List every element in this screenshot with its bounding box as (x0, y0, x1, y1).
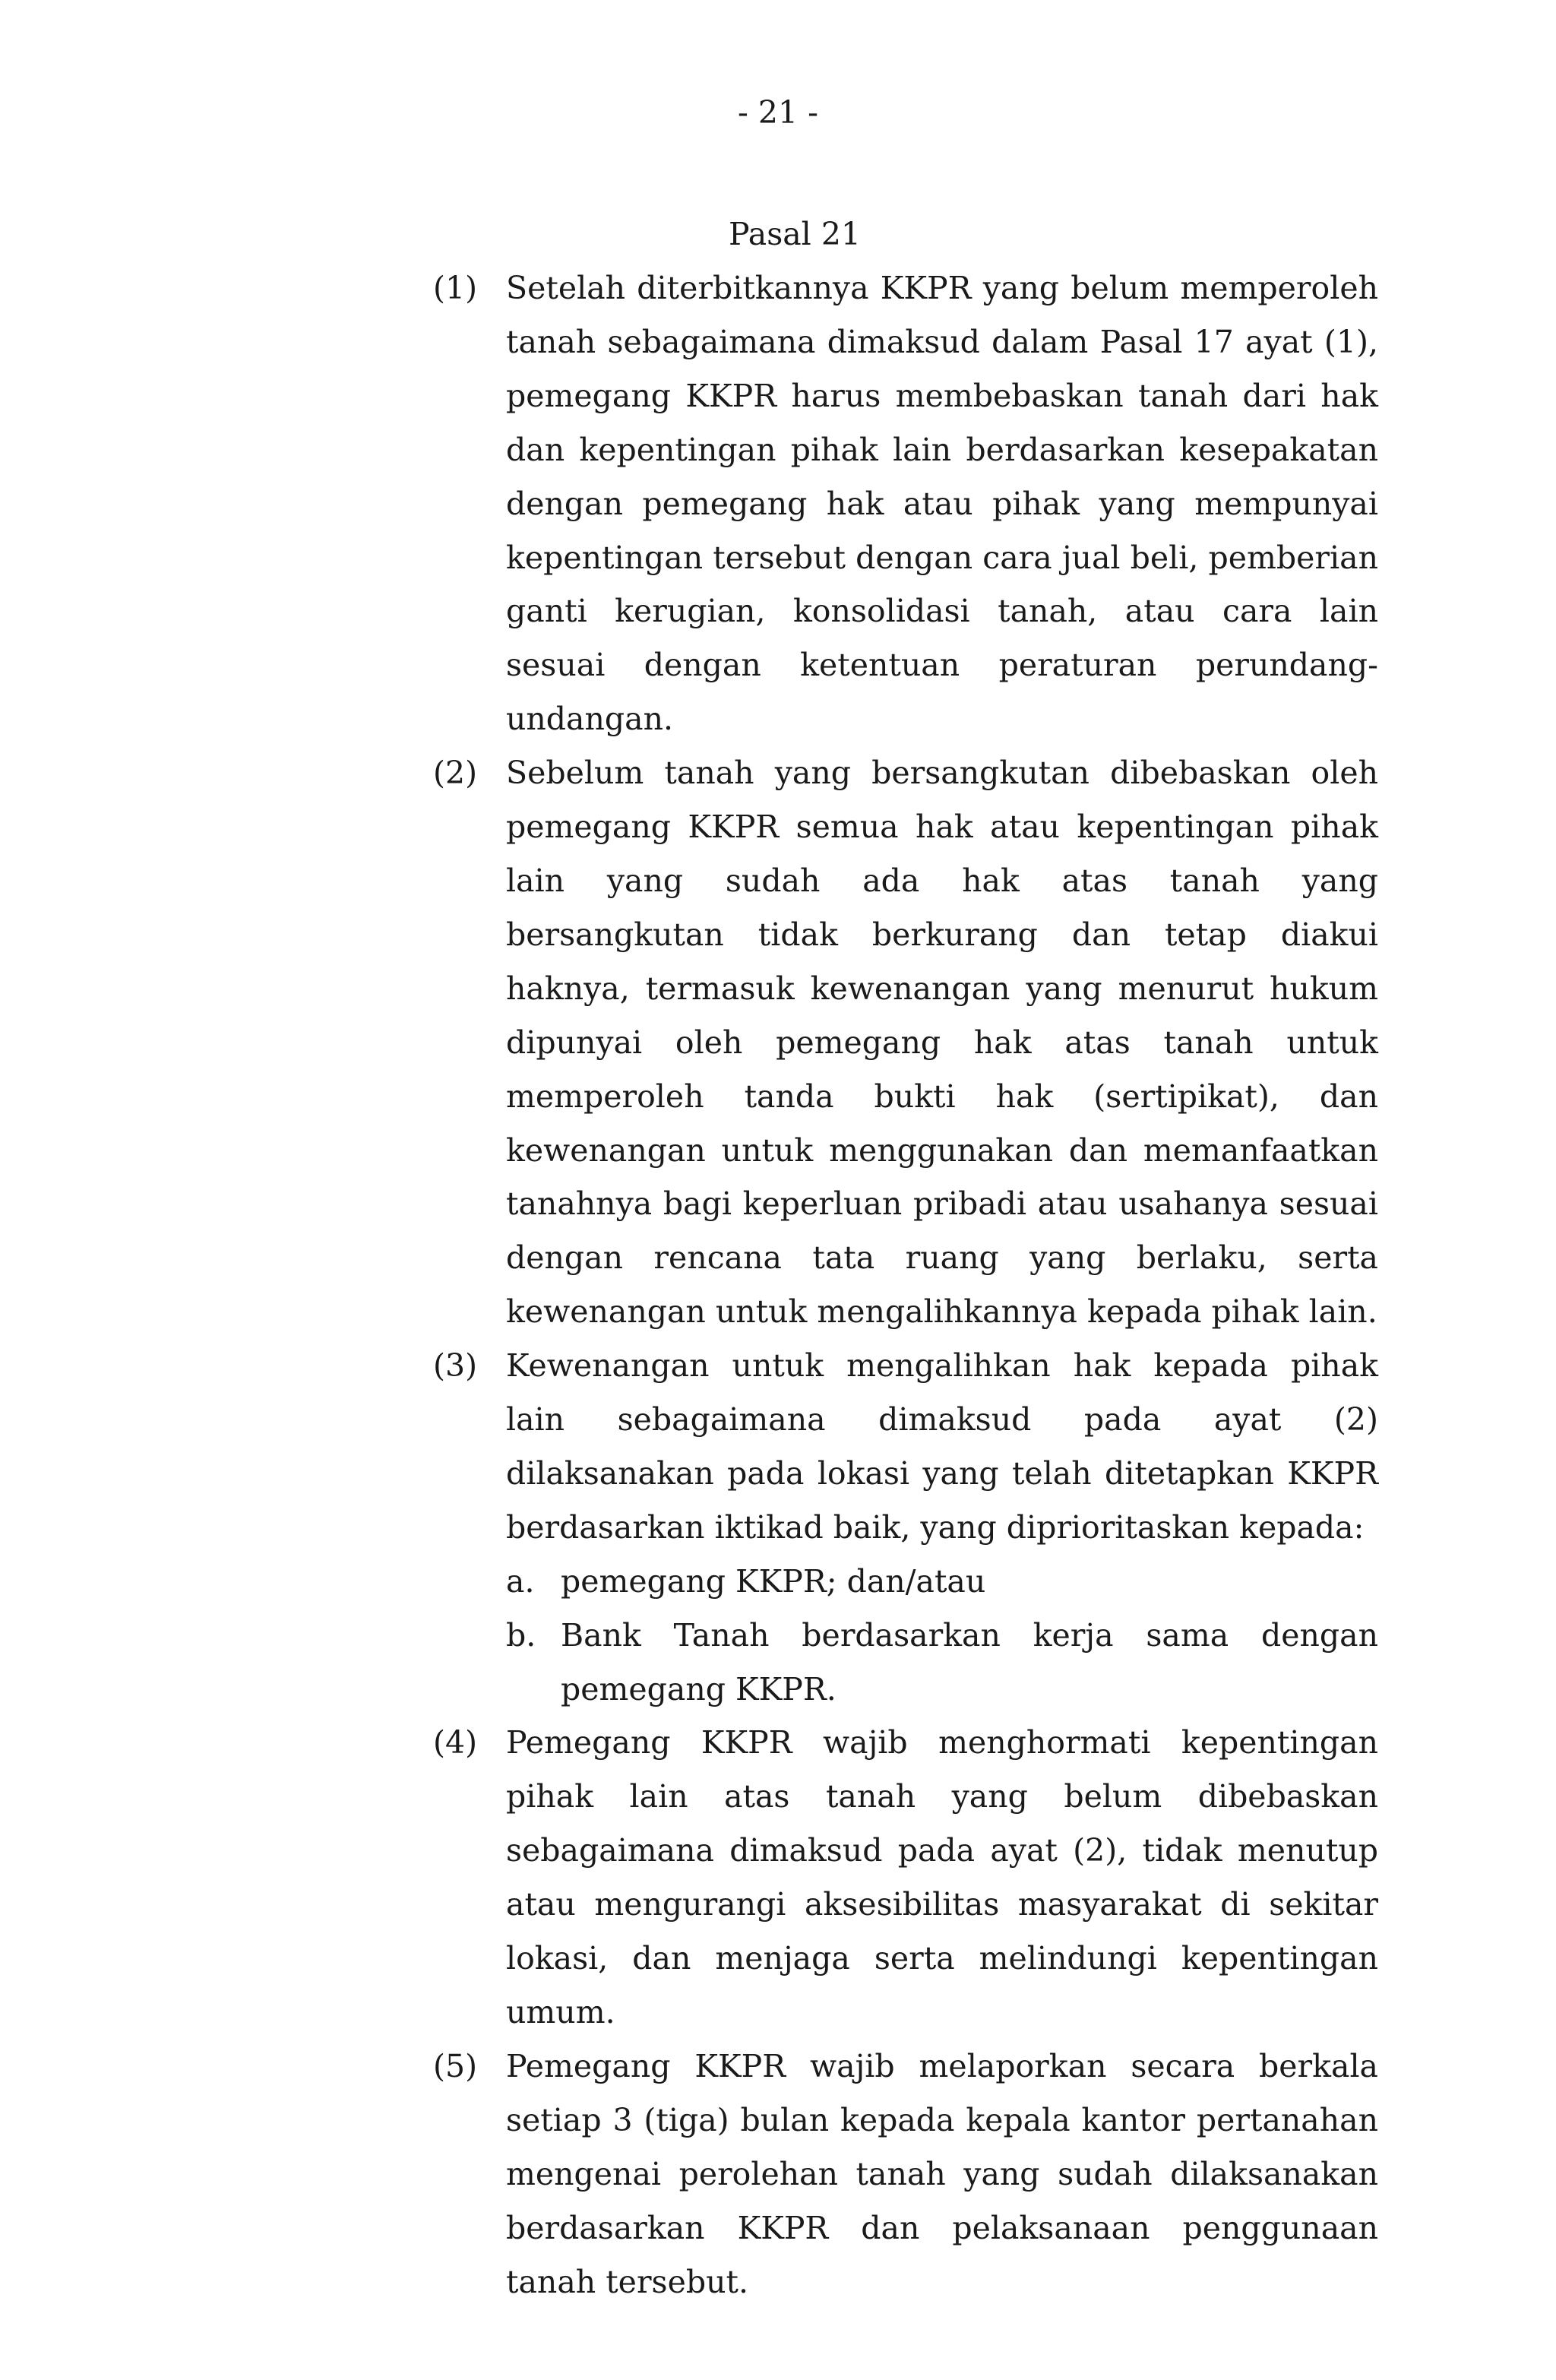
list-item-b (506, 1609, 1378, 1717)
list-item-letter: a. (506, 1562, 535, 1600)
paragraph-2 (425, 746, 1378, 1339)
paragraph-number: (1) (433, 270, 478, 306)
paragraph-text: Sebelum tanah yang bersangkutan dibebaskan oleh pemegang KKPR semua hak atau kepentingan pihak lain yang sudah ada hak atas tanah yang bersangkutan tidak berkurang dan tetap diakui haknya, termasuk kewenangan yang menurut hukum dipunyai oleh pemegang hak atas tanah untuk memperoleh tanda bukti hak (sertipikat), dan kewenangan untuk menggunakan dan memanfaatkan tanahnya bagi keperluan pribadi atau usahanya sesuai dengan rencana tata ruang yang berlaku, serta kewenangan untuk mengalihkannya kepada pihak lain. (506, 755, 1378, 1331)
paragraph-3 (425, 1339, 1378, 1555)
paragraph-text: Kewenangan untuk mengalihkan hak kepada pihak lain sebagaimana dimaksud pada ayat (2) dilaksanakan pada lokasi yang telah ditetapkan KKPR berdasarkan iktikad baik, yang diprioritaskan kepada: (506, 1347, 1378, 1546)
paragraph-number: (4) (433, 1724, 478, 1761)
paragraph-text: Pemegang KKPR wajib melaporkan secara berkala setiap 3 (tiga) bulan kepada kepala kantor pertanahan mengenai perolehan tanah yang sudah dilaksanakan berdasarkan KKPR dan pelaksanaan penggunaan tanah tersebut. (506, 2047, 1378, 2300)
list-item-text: pemegang KKPR; dan/atau (561, 1562, 986, 1600)
list-item-text: Bank Tanah berdasarkan kerja sama dengan pemegang KKPR. (561, 1616, 1378, 1707)
paragraph-number: (5) (433, 2047, 478, 2084)
page-number: - 21 - (738, 94, 818, 131)
article-title: Pasal 21 (729, 216, 861, 252)
paragraph-text: Setelah diterbitkannya KKPR yang belum memperoleh tanah sebagaimana dimaksud dalam Pasal 17 ayat (1), pemegang KKPR harus membebaskan tanah dari hak dan kepentingan pihak lain berdasarkan kesepakatan dengan pemegang hak atau pihak yang mempunyai kepentingan tersebut dengan cara jual beli, pemberian ganti kerugian, konsolidasi tanah, atau cara lain sesuai dengan ketentuan peraturan perundang-undangan. (506, 270, 1378, 738)
list-item-a (506, 1555, 1378, 1609)
paragraph-text: Pemegang KKPR wajib menghormati kepentingan pihak lain atas tanah yang belum dibebaskan sebagaimana dimaksud pada ayat (2), tidak menutup atau mengurangi aksesibilitas masyarakat di sekitar lokasi, dan menjaga serta melindungi kepentingan umum. (506, 1724, 1378, 2030)
paragraph-number: (3) (433, 1347, 478, 1385)
paragraph-1 (425, 261, 1378, 746)
list-item-letter: b. (506, 1616, 536, 1654)
article-body (425, 261, 1378, 2309)
paragraph-5 (425, 2040, 1378, 2309)
paragraph-number: (2) (433, 755, 478, 792)
paragraph-4 (425, 1716, 1378, 2039)
